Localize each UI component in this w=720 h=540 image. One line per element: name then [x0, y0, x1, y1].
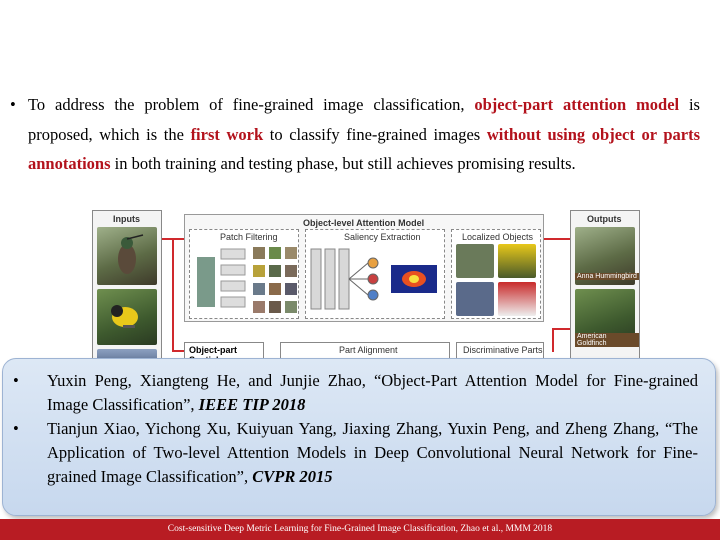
saliency-extraction-box [305, 229, 445, 319]
text-segment: to classify fine-grained images [263, 124, 487, 144]
part-alignment-label: Part Alignment [339, 345, 398, 355]
highlight-no-annotations: without using object or parts annotations [28, 124, 700, 173]
reference-text [47, 417, 698, 489]
bullet-marker: • [10, 95, 16, 114]
output-label-goldfinch: American Goldfinch [575, 333, 639, 347]
reference-item [13, 369, 698, 417]
reference-citation: Yuxin Peng, Xiangteng He, and Junjie Zhao, “Object-Part Attention Model for Fine-grained Image Classification”, [47, 371, 698, 414]
highlight-model: object-part attention model [474, 95, 680, 114]
object-attention-panel [184, 214, 544, 322]
inputs-title: Inputs [113, 214, 140, 224]
text-segment: in both training and testing phase, but still achieves promising results. [110, 154, 576, 173]
connector-line [172, 238, 174, 350]
connector-line [172, 350, 184, 352]
highlight-first-work: first work [190, 124, 264, 144]
reference-venue: CVPR 2015 [252, 467, 333, 486]
patch-filtering-label: Patch Filtering [220, 232, 278, 242]
bullet-text [28, 90, 700, 179]
object-part-spatial-label: Object-part [189, 345, 238, 355]
architecture-figure [80, 208, 650, 368]
connector-line [544, 238, 570, 240]
reference-venue: IEEE TIP 2018 [198, 395, 306, 414]
references-box [2, 358, 716, 516]
connector-line [552, 328, 554, 352]
output-label-hummingbird: Anna Hummingbird [577, 273, 637, 280]
localized-object-3 [456, 282, 494, 316]
object-model-title: Object-level Attention Model [303, 218, 425, 228]
localized-object-1 [456, 244, 494, 278]
localized-object-2 [498, 244, 536, 278]
text-segment: is proposed, which is the [28, 95, 700, 144]
input-image-hummingbird [97, 227, 157, 285]
reference-bullet: • [13, 419, 19, 438]
reference-bullet: • [13, 371, 19, 390]
text-segment: To address the problem of fine-grained image classification, [28, 95, 475, 114]
patch-filtering-box [189, 229, 299, 319]
footer-bar: Cost-sensitive Deep Metric Learning for Fine-Grained Image Classification, Zhao et al., MMM 2018 [0, 519, 720, 540]
localized-objects-box [451, 229, 541, 319]
patch-grid-icon [191, 243, 299, 319]
goldfinch-icon [97, 289, 157, 345]
outputs-title: Outputs [587, 214, 622, 224]
inputs-panel [92, 210, 162, 366]
localized-object-4 [498, 282, 536, 316]
saliency-extraction-label: Saliency Extraction [344, 232, 421, 242]
input-image-goldfinch [97, 289, 157, 345]
connector-line [552, 328, 570, 330]
reference-citation: Tianjun Xiao, Yichong Xu, Kuiyuan Yang, Jiaxing Zhang, Yuxin Peng, and Zheng Zhang, “The Application of Two-level Attention Models in Deep Convolutional Neural Network for Fine-grained Image Classification”, [47, 419, 698, 486]
outputs-panel [570, 210, 640, 366]
reference-text [47, 369, 698, 417]
hummingbird-icon [97, 227, 157, 285]
localized-objects-label: Localized Objects [462, 232, 534, 242]
saliency-network-icon [307, 243, 445, 319]
main-bullet-paragraph [10, 90, 700, 179]
discriminative-parts-label: Discriminative Parts [463, 345, 543, 355]
reference-item [13, 417, 698, 489]
